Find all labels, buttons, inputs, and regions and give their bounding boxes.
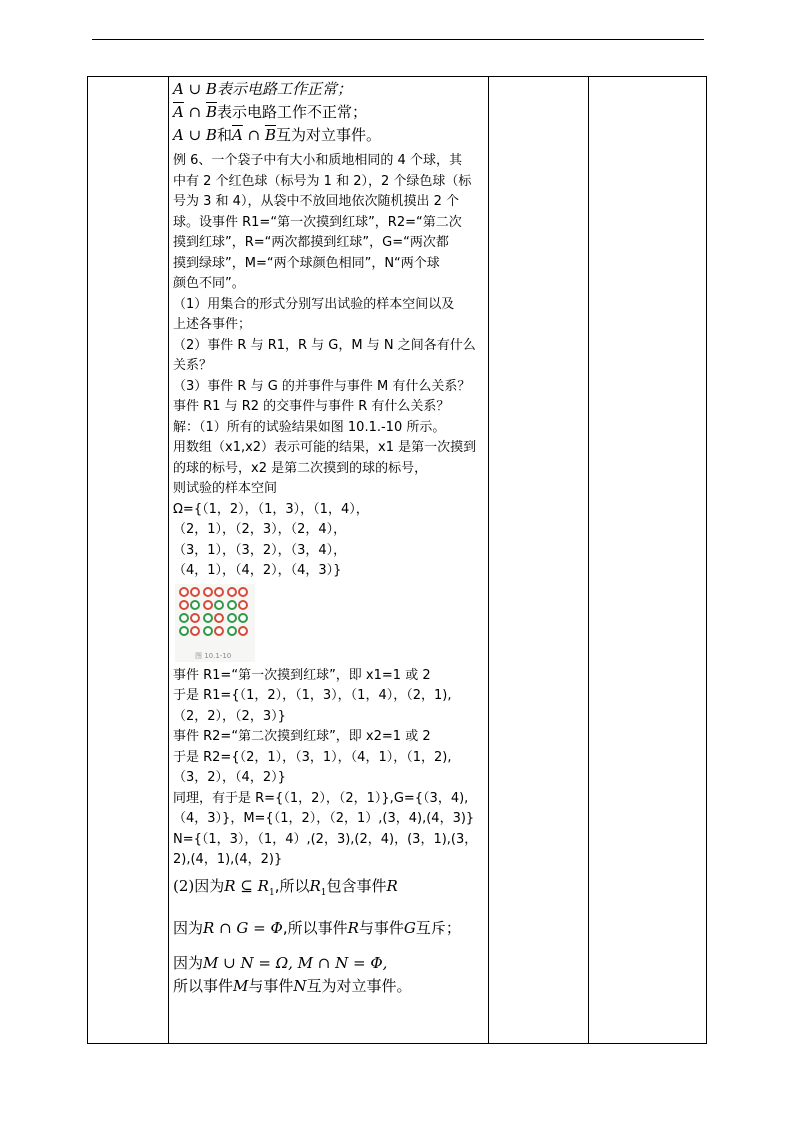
red-ball: [227, 587, 237, 597]
event-text: N={（1，3），（1，4）,(2，3),(2，4)，(3，1),(3，: [173, 831, 478, 847]
red-ball: [214, 587, 224, 597]
green-ball: [203, 613, 213, 623]
example-text: 颜色不同”。: [173, 276, 245, 291]
red-ball: [190, 626, 200, 636]
green-ball: [179, 613, 189, 623]
example-text: 摸到绿球”，M=“两个球颜色相同”，N“两个球: [173, 255, 440, 271]
red-ball: [238, 587, 248, 597]
red-ball: [214, 626, 224, 636]
question-text: 关系？: [173, 358, 213, 373]
question-text: 事件 R1 与 R2 的交事件与事件 R 有什么关系？: [173, 399, 450, 414]
event-text: 2),(4，1),(4，2)}: [173, 852, 283, 867]
ball-pair: [227, 600, 248, 610]
event-text: （2，2），（2，3）}: [173, 708, 286, 724]
red-ball: [190, 587, 200, 597]
ball-pair: [203, 587, 224, 597]
event-text: （3，2），（4，2）}: [173, 770, 286, 785]
lesson-content: [173, 78, 485, 998]
ball-pair: [227, 613, 248, 623]
red-ball: [238, 626, 248, 636]
event-text: 同理，有于是 R={（1，2），（2，1）},G={（3，4),: [173, 790, 469, 806]
ball-row: [179, 626, 255, 636]
example-text: 中有 2 个红色球（标号为 1 和 2），2 个绿色球（标: [173, 173, 472, 189]
example-text: 例 6、一个袋子中有大小和质地相同的 4 个球，其: [173, 153, 462, 168]
part2-line: 因为R ∩ G = Φ,所以事件R与事件G互斥；: [173, 918, 461, 937]
ball-pair: [179, 626, 200, 636]
green-ball: [227, 626, 237, 636]
event-text: （4，3）}，M={（1，2），（2，1）,(3，4),(4，3)}: [173, 811, 475, 826]
solution-text: 用数组（x1,x2）表示可能的结果，x1 是第一次摸到: [173, 440, 477, 455]
ball-results-figure: [175, 584, 255, 662]
green-ball: [227, 613, 237, 623]
ball-pair: [179, 587, 200, 597]
figure-caption: 图 10.1-10: [195, 651, 232, 660]
ball-pair: [227, 587, 248, 597]
green-ball: [190, 600, 200, 610]
ball-pair: [203, 613, 224, 623]
table-column-divider: [488, 77, 489, 1043]
question-text: （2）事件 R 与 R1，R 与 G，M 与 N 之间各有什么: [173, 337, 476, 353]
question-text: （3）事件 R 与 G 的并事件与事件 M 有什么关系？: [173, 378, 471, 394]
red-ball: [179, 587, 189, 597]
ball-row: [179, 613, 255, 623]
solution-text: 解：（1）所有的试验结果如图 10.1.-10 所示。: [173, 419, 446, 435]
green-ball: [227, 600, 237, 610]
example-text: 号为 3 和 4），从袋中不放回地依次随机摸出 2 个: [173, 194, 459, 209]
sample-space-line: （3，1），（3，2），（3，4），: [173, 542, 347, 558]
ball-pair: [179, 613, 200, 623]
ball-pair: [203, 626, 224, 636]
sample-space-line: （4，1），（4，2），（4，3）}: [173, 563, 342, 578]
event-text: 于是 R1={（1，2），（1，3），（1，4），（2，1),: [173, 688, 452, 703]
green-ball: [214, 600, 224, 610]
example-text: 球。设事件 R1=“第一次摸到红球”，R2=“第二次: [173, 214, 462, 230]
example-text: 摸到红球”，R=“两次都摸到红球”，G=“两次都: [173, 235, 449, 250]
text-line: A ∪ B和$\overline{A}$ ∩ $\overline{B}$互为对立事件。: [173, 126, 381, 144]
event-text: 于是 R2={（2，1），（3，1），（4，1），（1，2),: [173, 749, 452, 765]
part2-line: 因为M ∪ N = Ω, M ∩ N = Φ,: [173, 953, 388, 972]
sample-space-line: Ω={（1，2），（1，3），（1，4），: [173, 501, 369, 517]
solution-text: 则试验的样本空间: [173, 481, 278, 496]
text-line: A ∪ B表示电路工作正常；: [173, 80, 352, 98]
event-text: 事件 R2=“第二次摸到红球”，即 x2=1 或 2: [173, 729, 431, 744]
ball-pair: [227, 626, 248, 636]
part2-line: (2)因为R ⊆ $R_1$,所以$R_1$包含事件R: [173, 876, 398, 898]
solution-text: 的球的标号，x2 是第二次摸到的球的标号，: [173, 460, 428, 476]
green-ball: [179, 626, 189, 636]
question-text: （1）用集合的形式分别写出试验的样本空间以及: [173, 296, 455, 312]
red-ball: [179, 600, 189, 610]
ball-pair: [203, 600, 224, 610]
part2-line: 所以事件M与事件N互为对立事件。: [173, 976, 412, 995]
red-ball: [214, 613, 224, 623]
ball-row: [179, 587, 255, 597]
question-text: 上述各事件；: [173, 317, 252, 332]
green-ball: [238, 613, 248, 623]
red-ball: [190, 613, 200, 623]
table-column-divider: [588, 77, 589, 1043]
table-column-divider: [168, 77, 169, 1043]
green-ball: [203, 626, 213, 636]
ball-grid: [179, 587, 255, 639]
red-ball: [203, 587, 213, 597]
sample-space-line: （2，1），（2，3），（2，4），: [173, 522, 347, 537]
text-line: $\overline{A}$ ∩ $\overline{B}$表示电路工作不正常；: [173, 103, 367, 121]
ball-row: [179, 600, 255, 610]
event-text: 事件 R1=“第一次摸到红球”，即 x1=1 或 2: [173, 667, 431, 683]
red-ball: [203, 600, 213, 610]
red-ball: [238, 600, 248, 610]
page-header-rule: [92, 39, 704, 40]
ball-pair: [179, 600, 200, 610]
